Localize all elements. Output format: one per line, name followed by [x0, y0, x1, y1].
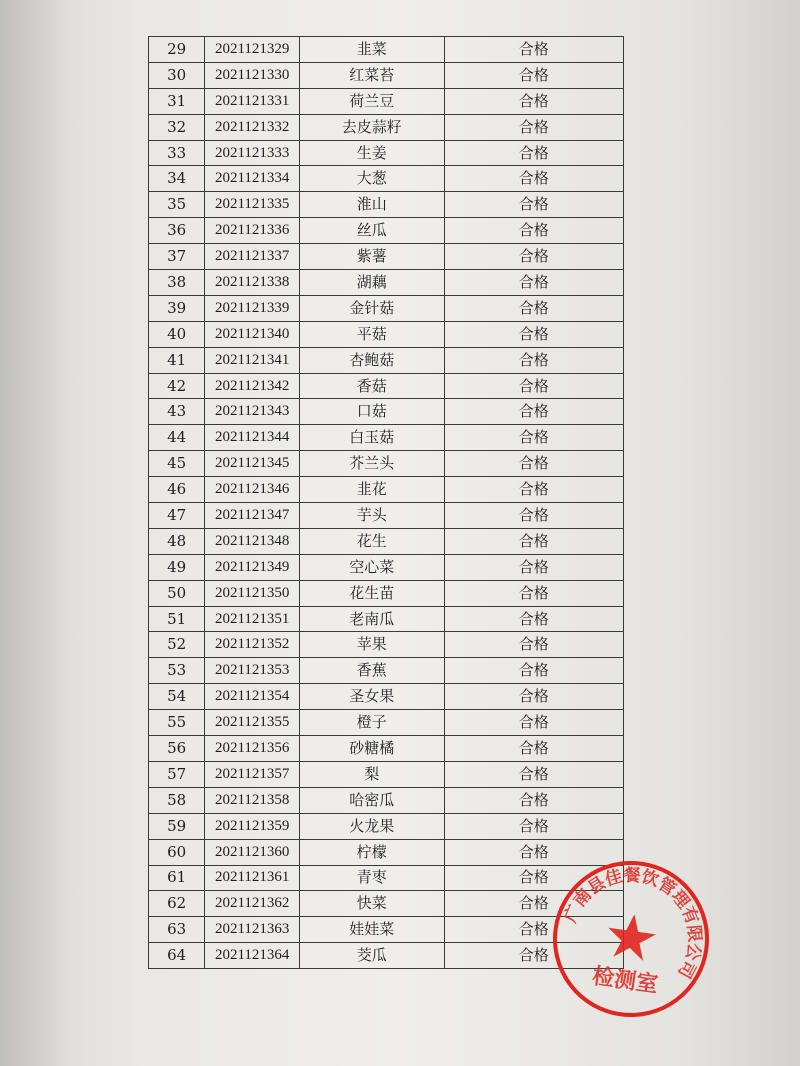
- sample-code-cell: 2021121356: [205, 736, 300, 762]
- sample-code-cell: 2021121346: [205, 477, 300, 503]
- table-row: [149, 477, 624, 503]
- product-name-cell: 青枣: [300, 865, 445, 891]
- table-row: [149, 684, 624, 710]
- row-number-cell: 49: [149, 554, 205, 580]
- table-row: [149, 37, 624, 63]
- sample-code-cell: 2021121332: [205, 114, 300, 140]
- result-cell: 合格: [444, 477, 623, 503]
- sample-code-cell: 2021121344: [205, 425, 300, 451]
- product-name-cell: 紫薯: [300, 244, 445, 270]
- result-cell: 合格: [444, 917, 623, 943]
- table-row: [149, 528, 624, 554]
- result-cell: 合格: [444, 425, 623, 451]
- table-row: [149, 62, 624, 88]
- row-number-cell: 30: [149, 62, 205, 88]
- sample-code-cell: 2021121342: [205, 373, 300, 399]
- sample-code-cell: 2021121335: [205, 192, 300, 218]
- sample-code-cell: 2021121358: [205, 787, 300, 813]
- row-number-cell: 43: [149, 399, 205, 425]
- row-number-cell: 52: [149, 632, 205, 658]
- table-row: [149, 321, 624, 347]
- sample-code-cell: 2021121359: [205, 813, 300, 839]
- row-number-cell: 42: [149, 373, 205, 399]
- row-number-cell: 36: [149, 218, 205, 244]
- sample-code-cell: 2021121354: [205, 684, 300, 710]
- sample-code-cell: 2021121362: [205, 891, 300, 917]
- table-row: [149, 503, 624, 529]
- product-name-cell: 芋头: [300, 503, 445, 529]
- product-name-cell: 苹果: [300, 632, 445, 658]
- table-row: [149, 580, 624, 606]
- table-row: [149, 606, 624, 632]
- product-name-cell: 柠檬: [300, 839, 445, 865]
- row-number-cell: 31: [149, 88, 205, 114]
- table-row: [149, 114, 624, 140]
- sample-code-cell: 2021121339: [205, 295, 300, 321]
- sample-code-cell: 2021121343: [205, 399, 300, 425]
- product-name-cell: 快菜: [300, 891, 445, 917]
- table-row: [149, 865, 624, 891]
- product-name-cell: 荷兰豆: [300, 88, 445, 114]
- sample-code-cell: 2021121340: [205, 321, 300, 347]
- result-cell: 合格: [444, 140, 623, 166]
- result-cell: 合格: [444, 451, 623, 477]
- result-cell: 合格: [444, 632, 623, 658]
- sample-code-cell: 2021121360: [205, 839, 300, 865]
- product-name-cell: 生姜: [300, 140, 445, 166]
- row-number-cell: 61: [149, 865, 205, 891]
- table-row: [149, 244, 624, 270]
- row-number-cell: 47: [149, 503, 205, 529]
- product-name-cell: 湖藕: [300, 270, 445, 296]
- result-cell: 合格: [444, 580, 623, 606]
- table-row: [149, 632, 624, 658]
- product-name-cell: 淮山: [300, 192, 445, 218]
- result-cell: 合格: [444, 606, 623, 632]
- table-row: [149, 88, 624, 114]
- table-row: [149, 295, 624, 321]
- product-name-cell: 香菇: [300, 373, 445, 399]
- product-name-cell: 韭花: [300, 477, 445, 503]
- row-number-cell: 45: [149, 451, 205, 477]
- product-name-cell: 韭菜: [300, 37, 445, 63]
- row-number-cell: 34: [149, 166, 205, 192]
- product-name-cell: 金针菇: [300, 295, 445, 321]
- row-number-cell: 46: [149, 477, 205, 503]
- sample-code-cell: 2021121329: [205, 37, 300, 63]
- result-cell: 合格: [444, 943, 623, 969]
- table-row: [149, 166, 624, 192]
- sample-code-cell: 2021121352: [205, 632, 300, 658]
- table-row: [149, 813, 624, 839]
- sample-code-cell: 2021121347: [205, 503, 300, 529]
- product-name-cell: 红菜苔: [300, 62, 445, 88]
- table-row: [149, 451, 624, 477]
- row-number-cell: 38: [149, 270, 205, 296]
- row-number-cell: 51: [149, 606, 205, 632]
- product-name-cell: 老南瓜: [300, 606, 445, 632]
- product-name-cell: 花生: [300, 528, 445, 554]
- row-number-cell: 60: [149, 839, 205, 865]
- sample-code-cell: 2021121355: [205, 710, 300, 736]
- table-row: [149, 399, 624, 425]
- page-edge-shadow: [0, 0, 70, 1066]
- table-row: [149, 347, 624, 373]
- result-cell: 合格: [444, 761, 623, 787]
- result-cell: 合格: [444, 813, 623, 839]
- row-number-cell: 59: [149, 813, 205, 839]
- row-number-cell: 32: [149, 114, 205, 140]
- row-number-cell: 57: [149, 761, 205, 787]
- table-row: [149, 218, 624, 244]
- result-cell: 合格: [444, 865, 623, 891]
- product-name-cell: 娃娃菜: [300, 917, 445, 943]
- sample-code-cell: 2021121331: [205, 88, 300, 114]
- row-number-cell: 33: [149, 140, 205, 166]
- row-number-cell: 63: [149, 917, 205, 943]
- product-name-cell: 丝瓜: [300, 218, 445, 244]
- product-name-cell: 平菇: [300, 321, 445, 347]
- sample-code-cell: 2021121336: [205, 218, 300, 244]
- row-number-cell: 35: [149, 192, 205, 218]
- sample-code-cell: 2021121333: [205, 140, 300, 166]
- product-name-cell: 橙子: [300, 710, 445, 736]
- result-cell: 合格: [444, 399, 623, 425]
- table-row: [149, 425, 624, 451]
- sample-code-cell: 2021121363: [205, 917, 300, 943]
- inspection-results-table: [148, 36, 624, 969]
- result-cell: 合格: [444, 62, 623, 88]
- result-cell: 合格: [444, 528, 623, 554]
- row-number-cell: 40: [149, 321, 205, 347]
- result-cell: 合格: [444, 347, 623, 373]
- table-row: [149, 373, 624, 399]
- product-name-cell: 白玉菇: [300, 425, 445, 451]
- product-name-cell: 花生苗: [300, 580, 445, 606]
- result-cell: 合格: [444, 736, 623, 762]
- product-name-cell: 去皮蒜籽: [300, 114, 445, 140]
- row-number-cell: 53: [149, 658, 205, 684]
- sample-code-cell: 2021121357: [205, 761, 300, 787]
- product-name-cell: 口菇: [300, 399, 445, 425]
- result-cell: 合格: [444, 710, 623, 736]
- product-name-cell: 空心菜: [300, 554, 445, 580]
- result-cell: 合格: [444, 295, 623, 321]
- seal-arc-text: 广南县佳餐饮管理有限公司: [560, 865, 705, 982]
- row-number-cell: 58: [149, 787, 205, 813]
- sample-code-cell: 2021121341: [205, 347, 300, 373]
- sample-code-cell: 2021121349: [205, 554, 300, 580]
- table-row: [149, 140, 624, 166]
- product-name-cell: 砂糖橘: [300, 736, 445, 762]
- result-cell: 合格: [444, 658, 623, 684]
- product-name-cell: 火龙果: [300, 813, 445, 839]
- table-row: [149, 658, 624, 684]
- result-cell: 合格: [444, 373, 623, 399]
- row-number-cell: 62: [149, 891, 205, 917]
- result-cell: 合格: [444, 503, 623, 529]
- sample-code-cell: 2021121334: [205, 166, 300, 192]
- row-number-cell: 64: [149, 943, 205, 969]
- result-cell: 合格: [444, 37, 623, 63]
- product-name-cell: 圣女果: [300, 684, 445, 710]
- result-cell: 合格: [444, 684, 623, 710]
- table-row: [149, 192, 624, 218]
- result-cell: 合格: [444, 270, 623, 296]
- row-number-cell: 37: [149, 244, 205, 270]
- table-body: [149, 37, 624, 969]
- result-cell: 合格: [444, 839, 623, 865]
- table-row: [149, 839, 624, 865]
- row-number-cell: 48: [149, 528, 205, 554]
- row-number-cell: 56: [149, 736, 205, 762]
- table-row: [149, 736, 624, 762]
- sample-code-cell: 2021121351: [205, 606, 300, 632]
- product-name-cell: 杏鲍菇: [300, 347, 445, 373]
- table-row: [149, 787, 624, 813]
- product-name-cell: 梨: [300, 761, 445, 787]
- result-cell: 合格: [444, 787, 623, 813]
- sample-code-cell: 2021121353: [205, 658, 300, 684]
- sample-code-cell: 2021121345: [205, 451, 300, 477]
- seal-center-text: 检测室: [590, 964, 660, 999]
- row-number-cell: 39: [149, 295, 205, 321]
- result-cell: 合格: [444, 891, 623, 917]
- row-number-cell: 41: [149, 347, 205, 373]
- row-number-cell: 29: [149, 37, 205, 63]
- result-cell: 合格: [444, 166, 623, 192]
- product-name-cell: 香蕉: [300, 658, 445, 684]
- row-number-cell: 55: [149, 710, 205, 736]
- table-row: [149, 270, 624, 296]
- sample-code-cell: 2021121337: [205, 244, 300, 270]
- official-seal: [540, 848, 723, 1031]
- product-name-cell: 大葱: [300, 166, 445, 192]
- result-cell: 合格: [444, 218, 623, 244]
- sample-code-cell: 2021121364: [205, 943, 300, 969]
- product-name-cell: 茭瓜: [300, 943, 445, 969]
- result-cell: 合格: [444, 244, 623, 270]
- row-number-cell: 54: [149, 684, 205, 710]
- table-row: [149, 554, 624, 580]
- row-number-cell: 44: [149, 425, 205, 451]
- sample-code-cell: 2021121330: [205, 62, 300, 88]
- product-name-cell: 哈密瓜: [300, 787, 445, 813]
- seal-star-icon: [604, 911, 658, 962]
- row-number-cell: 50: [149, 580, 205, 606]
- table-row: [149, 710, 624, 736]
- product-name-cell: 芥兰头: [300, 451, 445, 477]
- sample-code-cell: 2021121361: [205, 865, 300, 891]
- sample-code-cell: 2021121348: [205, 528, 300, 554]
- result-cell: 合格: [444, 321, 623, 347]
- sample-code-cell: 2021121350: [205, 580, 300, 606]
- result-cell: 合格: [444, 192, 623, 218]
- result-cell: 合格: [444, 114, 623, 140]
- result-cell: 合格: [444, 88, 623, 114]
- table-row: [149, 761, 624, 787]
- result-cell: 合格: [444, 554, 623, 580]
- sample-code-cell: 2021121338: [205, 270, 300, 296]
